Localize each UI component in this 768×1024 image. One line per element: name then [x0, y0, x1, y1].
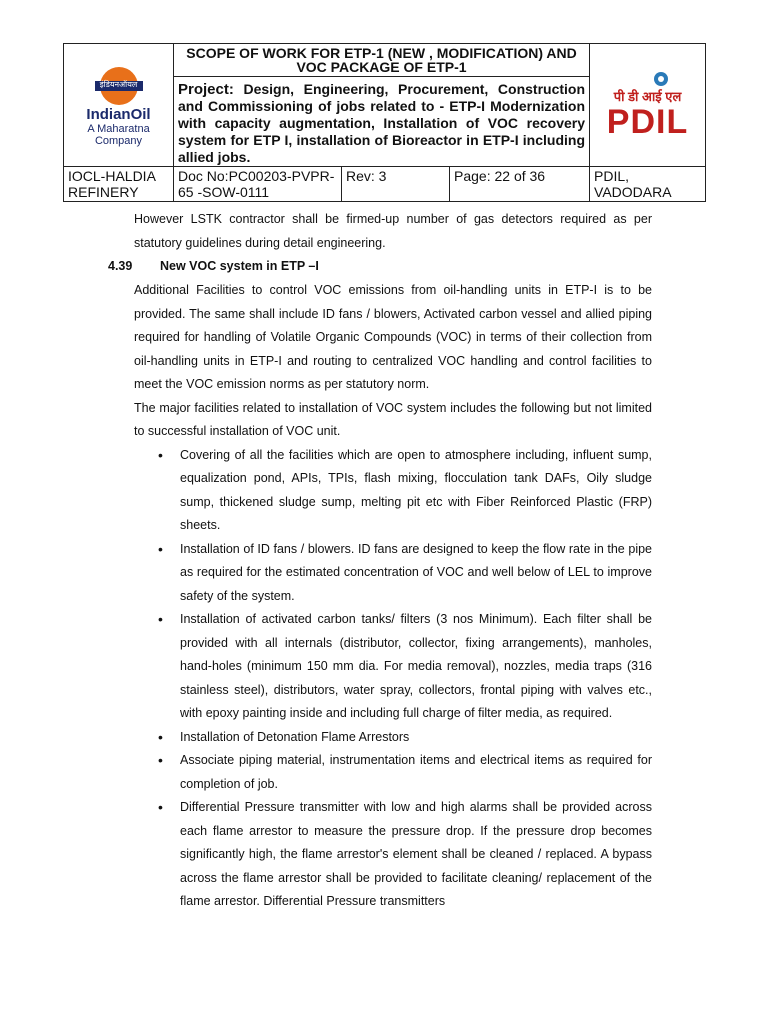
project-label: Project: [178, 81, 234, 98]
pdil-name: PDIL [606, 103, 689, 141]
section-heading [108, 259, 319, 273]
scope-title: SCOPE OF WORK FOR ETP-1 (NEW , MODIFICATION) AND VOC PACKAGE OF ETP-1 [174, 44, 590, 77]
project-description [174, 77, 590, 167]
logo-name: IndianOil [86, 105, 151, 123]
pdil-emblem-icon [652, 71, 670, 87]
list-item: • Associate piping material, instrumentation items and electrical items as required for completion of job. [134, 749, 652, 796]
page-number-cell: Page: 22 of 36 [450, 167, 590, 202]
consultant-cell: PDIL, VADODARA [590, 167, 706, 202]
document-header-table [63, 43, 706, 202]
list-item: • Installation of activated carbon tanks/ filters (3 nos Minimum). Each filter shall be provided with all internals (distributor, collector, fixing arrangements), manholes, hand-holes (minimum 150 mm dia. For media removal), nozzles, media traps (316 stainless steel), distributors, water spray, collectors, frontal piping with valves etc., with epoxy painting inside and including full charge of filter media, as required. [134, 608, 652, 726]
doc-number-cell: Doc No:PC00203-PVPR-65 -SOW-0111 [174, 167, 342, 202]
paragraph-2: The major facilities related to installation of VOC system includes the following but not limited to successful installation of VOC unit. [134, 400, 652, 438]
intro-paragraph: However LSTK contractor shall be firmed-up number of gas detectors required as per statutory guidelines during detail engineering. [134, 212, 652, 250]
list-item: • Installation of ID fans / blowers. ID fans are designed to keep the flow rate in the pipe as required for the estimated concentration of VOC and well below of LEL to improve safety of the system. [134, 538, 652, 609]
client-cell: IOCL-HALDIA REFINERY [64, 167, 174, 202]
list-item: • Differential Pressure transmitter with low and high alarms shall be provided across each flame arrestor to measure the pressure drop. If the pressure drop becomes significantly high, the flame arrestor's element shall be cleaned / replaced. A bypass across the flame arrestor shall be provided to facilitate cleaning/ replacement of the flame arrestor. Differential Pressure transmitters [134, 796, 652, 914]
revision-cell: Rev: 3 [342, 167, 450, 202]
list-item: • Covering of all the facilities which are open to atmosphere including, influent sump, equalization pond, APIs, TPIs, flash mixing, flocculation tank DAFs, Oily sludge sump, thickened sludge sump, melting pit etc with Fiber Reinforced Plastic (FRP) sheets. [134, 444, 652, 538]
document-body [134, 208, 652, 914]
paragraph-1: Additional Facilities to control VOC emissions from oil-handling units in ETP-I is to be provided. The same shall include ID fans / blowers, Activated carbon vessel and allied piping required for handling of Volatile Organic Compounds (VOC) in terms of their collection from oil-handling units in ETP-I and routing to centralized VOC handling and control facilities to meet the VOC emission norms as per statutory norm. [134, 283, 652, 391]
logo-hindi-text: इंडियनऑयल [99, 79, 138, 89]
section-number: 4.39 [108, 259, 133, 273]
pdil-logo [590, 44, 706, 167]
indianoil-logo [64, 44, 174, 167]
project-text: Design, Engineering, Procurement, Construction and Commissioning of jobs related to - ETP-I Modernization with capacity augmentation, Installation of VOC recovery system for ETP I, installation of Bioreactor in ETP-I including allied jobs. [178, 81, 586, 165]
facilities-list [134, 444, 652, 914]
section-title: New VOC system in ETP –I [160, 259, 319, 273]
logo-sub1: A Maharatna [87, 122, 150, 135]
pdil-hindi-text: पी डी आई एल [613, 89, 682, 104]
list-item: • Installation of Detonation Flame Arrestors [134, 726, 652, 750]
logo-sub2: Company [94, 134, 143, 147]
